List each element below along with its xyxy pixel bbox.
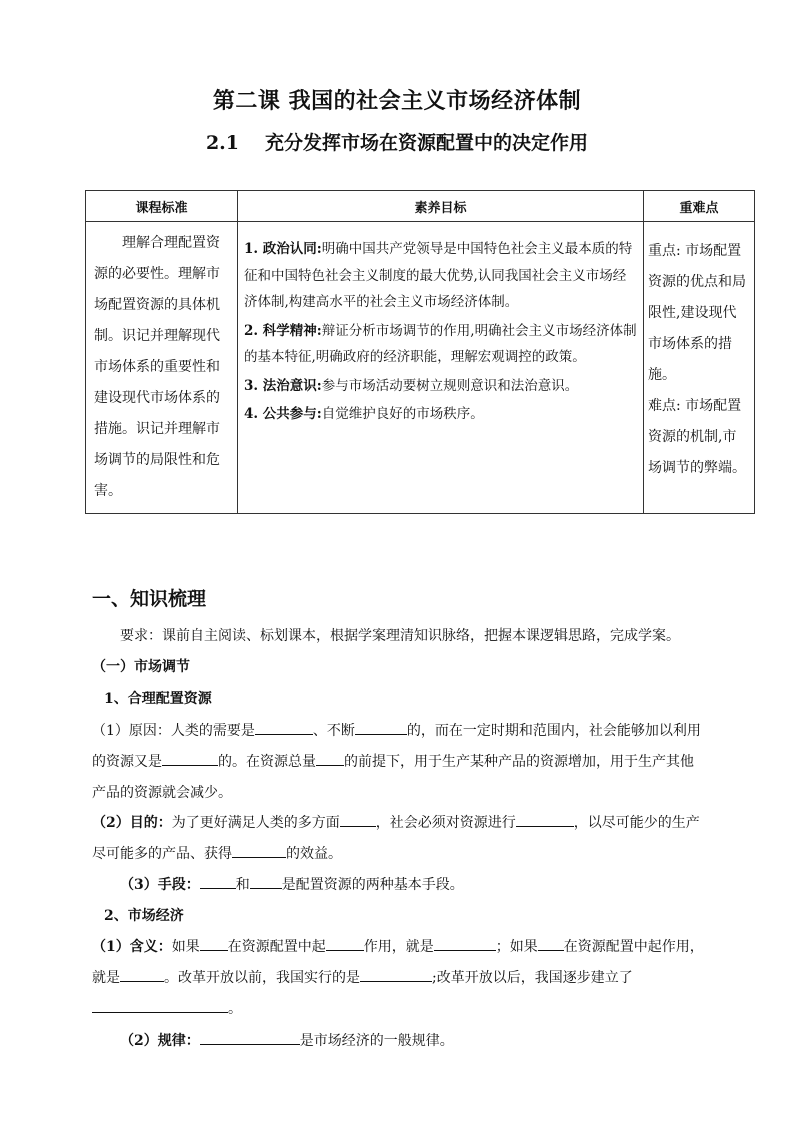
fill-blank[interactable] [200, 934, 228, 951]
section-title-text: 充分发挥市场在资源配置中的决定作用 [265, 132, 589, 154]
section-title [0, 128, 794, 155]
reason-paragraph: （1）原因：人类的需要是 、不断 的，而在一定时期和范围内，社会能够加以利用的资源又是 的。在资源总量 的前提下，用于生产某种产品的资源增加，用于生产其他产品的资源就会减少。 [92, 716, 704, 809]
fill-blank[interactable] [360, 965, 432, 982]
goal-item: 3. 法治意识:参与市场活动要树立规则意识和法治意识。 [244, 377, 579, 394]
fill-blank[interactable] [355, 718, 407, 735]
goal-item: 1. 政治认同:明确中国共产党领导是中国特色社会主义最本质的特征和中国特色社会主义制度的最大优势,认同我国社会主义市场经济体制,构建高水平的社会主义市场经济体制。 [244, 241, 633, 310]
meaning-paragraph: （1）含义：如果 在资源配置中起 作用，就是 ；如果 在资源配置中起作用，就是 。改革开放以前，我国实行的是 ;改革开放以后，我国逐步建立了。 [92, 932, 704, 1025]
fill-blank[interactable] [200, 872, 236, 889]
fill-blank[interactable] [326, 934, 364, 951]
curriculum-table [85, 190, 755, 514]
section-number: 2.1 [205, 132, 240, 154]
header-standard: 课程标准 [86, 191, 238, 222]
item-allocation: 1、合理配置资源 [104, 691, 212, 707]
fill-blank[interactable] [316, 749, 344, 766]
item-market-economy: 2、市场经济 [104, 908, 184, 924]
lesson-title: 第二课 我国的社会主义市场经济体制 [212, 88, 582, 114]
goal-item: 2. 科学精神:辩证分析市场调节的作用,明确社会主义市场经济体制的基本特征,明确政府的经济职能，理解宏观调控的政策。 [244, 322, 637, 365]
fill-blank[interactable] [120, 965, 164, 982]
goal-item: 4. 公共参与:自觉维护良好的市场秩序。 [244, 406, 484, 422]
key-points-cell [644, 222, 755, 514]
fill-blank[interactable] [250, 872, 282, 889]
fill-blank[interactable] [538, 934, 564, 951]
means-paragraph: （3）手段： 和 是配置资源的两种基本手段。 [92, 870, 732, 901]
standard-cell: 理解合理配置资源的必要性。理解市场配置资源的具体机制。识记并理解现代市场体系的重要性和建设现代市场体系的措施。识记并理解市场调节的局限性和危害。 [86, 222, 238, 514]
difficult-points: 难点: 市场配置资源的机制,市场调节的弊端。 [648, 398, 746, 476]
law-paragraph: （2）规律： 是市场经济的一般规律。 [92, 1026, 732, 1057]
subsection-market: （一）市场调节 [92, 659, 190, 675]
requirement-text: 要求：课前自主阅读、标划课本，根据学案理清知识脉络，把握本课逻辑思路，完成学案。 [120, 628, 680, 644]
fill-blank[interactable] [92, 996, 228, 1013]
fill-blank[interactable] [434, 934, 496, 951]
key-points: 重点: 市场配置资源的优点和局限性,建设现代市场体系的措施。 [648, 243, 746, 383]
fill-blank[interactable] [162, 749, 218, 766]
fill-blank[interactable] [255, 718, 313, 735]
fill-blank[interactable] [200, 1028, 300, 1045]
fill-blank[interactable] [340, 810, 376, 827]
fill-blank[interactable] [232, 841, 286, 858]
goals-cell [238, 222, 644, 514]
knowledge-heading: 一、知识梳理 [92, 588, 207, 610]
fill-blank[interactable] [516, 810, 574, 827]
header-key-points: 重难点 [644, 191, 755, 222]
purpose-paragraph: （2）目的：为了更好满足人类的多方面 ，社会必须对资源进行 ，以尽可能少的生产尽可能多的产品、获得 的效益。 [92, 808, 704, 870]
header-goals: 素养目标 [238, 191, 644, 222]
